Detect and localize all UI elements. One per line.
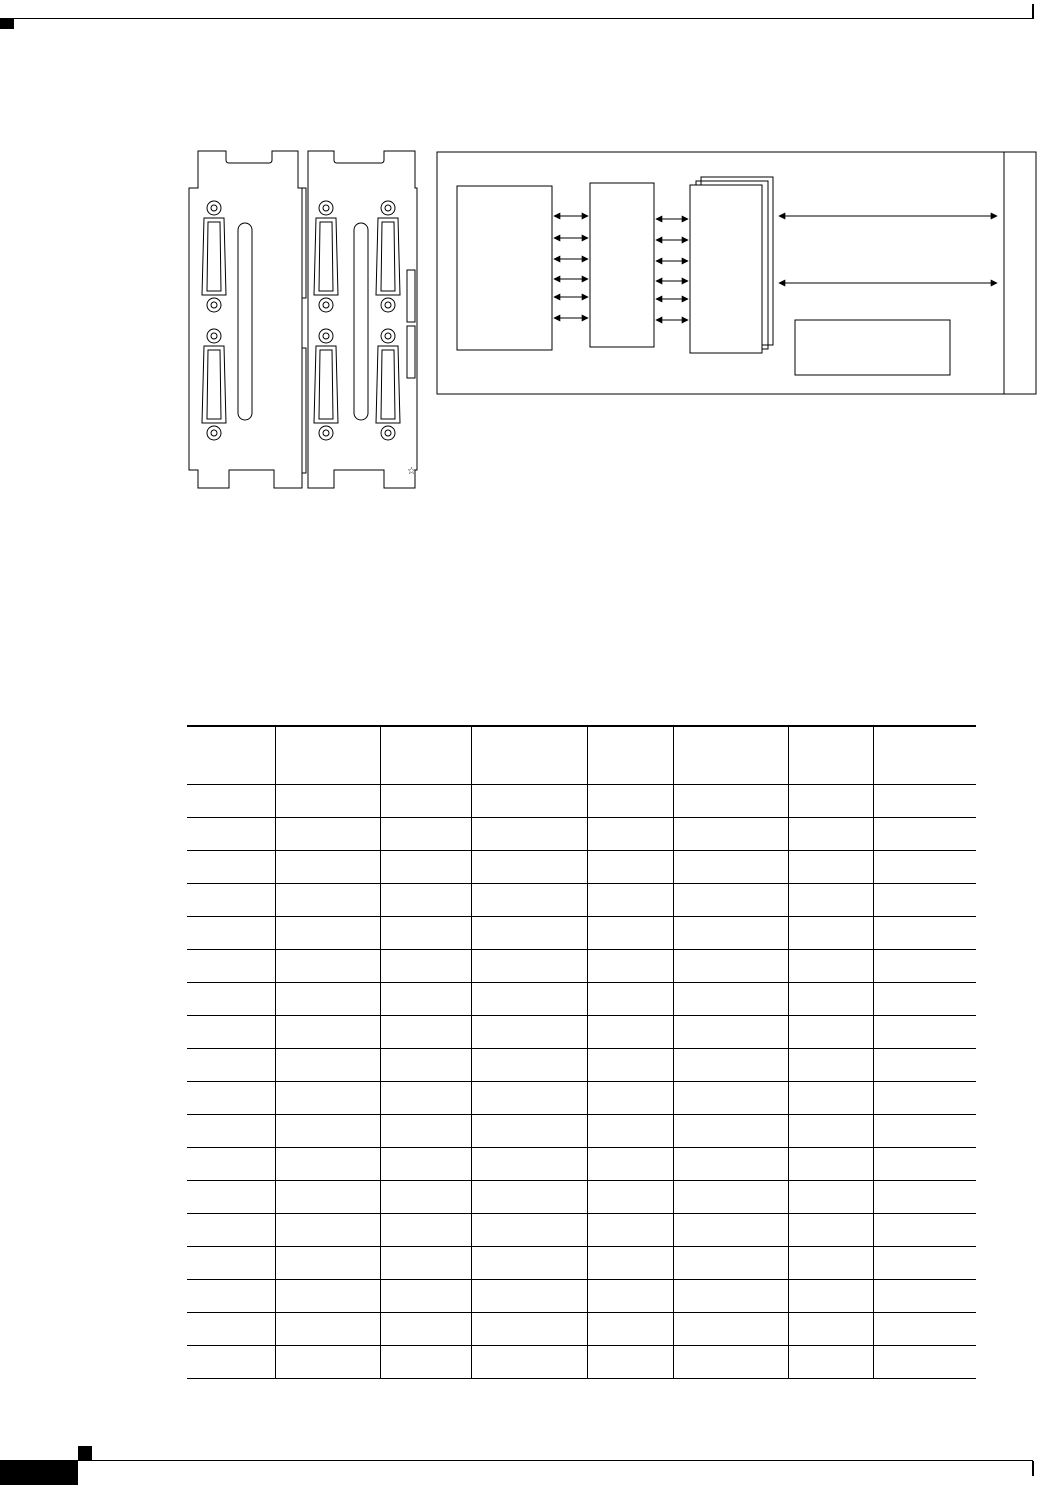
table-cell [673, 982, 788, 1015]
table-cell [380, 982, 471, 1015]
table-row [187, 949, 976, 982]
table-cell [187, 1345, 275, 1378]
table-cell [380, 1147, 471, 1180]
table-row [187, 1147, 976, 1180]
table-cell [788, 1180, 873, 1213]
table-cell [187, 982, 275, 1015]
table-cell [471, 1081, 587, 1114]
table-cell [587, 949, 673, 982]
table-cell [380, 1312, 471, 1345]
table-cell [587, 1312, 673, 1345]
table-cell [275, 1345, 380, 1378]
table-cell [275, 1279, 380, 1312]
table-row [187, 982, 976, 1015]
table-row [187, 1048, 976, 1081]
table-cell [275, 1180, 380, 1213]
column-header [275, 726, 380, 784]
block-c [690, 185, 762, 353]
table-cell [471, 850, 587, 883]
front-panel-figure [186, 148, 426, 493]
status-led-2 [407, 326, 415, 378]
table-cell [471, 1015, 587, 1048]
table-cell [471, 1312, 587, 1345]
footer-marker [78, 1446, 92, 1460]
table-cell [673, 883, 788, 916]
table-cell [673, 1312, 788, 1345]
table-cell [788, 784, 873, 817]
table-cell [471, 1345, 587, 1378]
table-cell [788, 1279, 873, 1312]
footer-rule [0, 1460, 1033, 1461]
table-cell [788, 1114, 873, 1147]
table-cell [673, 1180, 788, 1213]
table-cell [788, 1213, 873, 1246]
table-cell [471, 916, 587, 949]
table-cell [275, 817, 380, 850]
table-cell [275, 1114, 380, 1147]
table-cell [187, 1279, 275, 1312]
table-cell [471, 1147, 587, 1180]
table-cell [587, 817, 673, 850]
column-header [673, 726, 788, 784]
table-cell [275, 1312, 380, 1345]
table-cell [673, 817, 788, 850]
block-d [795, 320, 950, 375]
table-cell [187, 817, 275, 850]
table-row [187, 784, 976, 817]
table-cell [873, 1015, 976, 1048]
table-cell [187, 1015, 275, 1048]
table-cell [187, 850, 275, 883]
table-cell [380, 1213, 471, 1246]
table-row [187, 883, 976, 916]
table-cell [380, 784, 471, 817]
table-cell [275, 784, 380, 817]
table-cell [673, 1081, 788, 1114]
left-module-outline [189, 151, 302, 488]
table-cell [187, 1147, 275, 1180]
table-cell [275, 1147, 380, 1180]
table-row [187, 850, 976, 883]
table-cell [673, 850, 788, 883]
table-cell [380, 1246, 471, 1279]
table-cell [873, 850, 976, 883]
block-diagram [436, 150, 1038, 396]
table-row [187, 1246, 976, 1279]
table-cell [380, 883, 471, 916]
table-cell [673, 1015, 788, 1048]
table-cell [673, 1147, 788, 1180]
table-row [187, 1345, 976, 1378]
table-cell [187, 1180, 275, 1213]
table-cell [587, 1015, 673, 1048]
table-cell [380, 1345, 471, 1378]
table-cell [187, 1312, 275, 1345]
column-header [380, 726, 471, 784]
table-cell [587, 1114, 673, 1147]
table-cell [873, 1279, 976, 1312]
db-connectors [202, 201, 400, 440]
table-row [187, 1180, 976, 1213]
table-cell [471, 1048, 587, 1081]
table-cell [471, 982, 587, 1015]
table-cell [587, 850, 673, 883]
table-cell [380, 1081, 471, 1114]
left-module-slot [238, 223, 252, 420]
table-cell [187, 1081, 275, 1114]
table-cell [471, 784, 587, 817]
right-module-slot [354, 223, 368, 420]
table-cell [587, 883, 673, 916]
table-cell [873, 1048, 976, 1081]
column-header [788, 726, 873, 784]
table-cell [873, 1213, 976, 1246]
block-a [457, 186, 552, 350]
table-cell [380, 850, 471, 883]
table-cell [275, 1213, 380, 1246]
table-cell [873, 982, 976, 1015]
table-cell [587, 1147, 673, 1180]
table-cell [788, 1246, 873, 1279]
table-cell [673, 949, 788, 982]
table-cell [187, 1114, 275, 1147]
table-row [187, 1279, 976, 1312]
table-row [187, 1015, 976, 1048]
table-cell [673, 1279, 788, 1312]
table-cell [380, 916, 471, 949]
table-cell [673, 1114, 788, 1147]
table-row [187, 916, 976, 949]
table-cell [275, 1246, 380, 1279]
table-cell [788, 1345, 873, 1378]
table-cell [873, 949, 976, 982]
connector-3 [314, 201, 338, 312]
footer-end-tick [1032, 1461, 1034, 1476]
table-cell [587, 1081, 673, 1114]
table-cell [873, 1246, 976, 1279]
column-header [471, 726, 587, 784]
table-cell [380, 1180, 471, 1213]
table-cell [380, 1279, 471, 1312]
table-cell [587, 1180, 673, 1213]
table-cell [788, 916, 873, 949]
table-cell [275, 949, 380, 982]
table-cell [788, 1015, 873, 1048]
table-cell [471, 817, 587, 850]
table-cell [187, 949, 275, 982]
table-cell [873, 1147, 976, 1180]
table-cell [873, 883, 976, 916]
table-cell [187, 1213, 275, 1246]
table-cell [587, 1345, 673, 1378]
table-cell [788, 1312, 873, 1345]
table-cell [380, 1048, 471, 1081]
table-cell [471, 1180, 587, 1213]
table-cell [788, 949, 873, 982]
table-cell [187, 1048, 275, 1081]
header-marker [0, 19, 14, 29]
table-cell [380, 817, 471, 850]
table-row [187, 817, 976, 850]
table-cell [275, 982, 380, 1015]
arrows-a-b [554, 216, 588, 318]
arrows-b-c [656, 219, 688, 320]
table-cell [587, 1279, 673, 1312]
connector-4 [314, 329, 338, 440]
arrows-c-backplane [779, 216, 997, 283]
table-cell [587, 784, 673, 817]
column-header [873, 726, 976, 784]
table-cell [788, 883, 873, 916]
table-cell [873, 1081, 976, 1114]
table-header-row [187, 726, 976, 784]
connector-2 [202, 329, 226, 440]
star-mark: ☆ [407, 466, 416, 477]
table-cell [873, 1312, 976, 1345]
table-cell [275, 883, 380, 916]
column-header [587, 726, 673, 784]
table-cell [873, 916, 976, 949]
table-cell [471, 949, 587, 982]
table-cell [275, 1048, 380, 1081]
table-cell [873, 784, 976, 817]
table-cell [471, 883, 587, 916]
table-cell [380, 1114, 471, 1147]
table-cell [380, 949, 471, 982]
table-cell [788, 817, 873, 850]
table-cell [187, 784, 275, 817]
table-cell [187, 1246, 275, 1279]
table-cell [873, 1180, 976, 1213]
table-cell [471, 1114, 587, 1147]
table-cell [587, 982, 673, 1015]
table-cell [873, 1114, 976, 1147]
table-cell [471, 1279, 587, 1312]
table-cell [788, 1048, 873, 1081]
table-cell [587, 1213, 673, 1246]
table-row [187, 1081, 976, 1114]
table-cell [471, 1213, 587, 1246]
table-cell [275, 1081, 380, 1114]
table-cell [788, 982, 873, 1015]
table-cell [471, 1246, 587, 1279]
table-cell [587, 1048, 673, 1081]
header-end-tick [1032, 4, 1034, 19]
block-b [590, 183, 654, 347]
table-row [187, 1312, 976, 1345]
spec-table [187, 725, 976, 1379]
table-cell [275, 916, 380, 949]
table-cell [873, 817, 976, 850]
connector-1 [202, 201, 226, 312]
table-row [187, 1213, 976, 1246]
table-cell [673, 1048, 788, 1081]
table-row [187, 1114, 976, 1147]
table-cell [673, 1345, 788, 1378]
table-cell [673, 784, 788, 817]
connector-6 [376, 329, 400, 440]
table-cell [673, 916, 788, 949]
table-cell [275, 1015, 380, 1048]
table-cell [788, 850, 873, 883]
column-header [187, 726, 275, 784]
table-cell [380, 1015, 471, 1048]
table-cell [788, 1081, 873, 1114]
table-cell [788, 1147, 873, 1180]
table-cell [873, 1345, 976, 1378]
connector-5 [376, 201, 400, 312]
table-cell [673, 1213, 788, 1246]
table-cell [587, 1246, 673, 1279]
table-cell [673, 1246, 788, 1279]
table-body [187, 784, 976, 1378]
header-rule [0, 18, 1033, 19]
table-cell [275, 850, 380, 883]
status-led-1 [407, 270, 415, 322]
table-cell [187, 916, 275, 949]
table-cell [587, 916, 673, 949]
footer-page-tab [0, 1461, 78, 1485]
table-cell [187, 883, 275, 916]
